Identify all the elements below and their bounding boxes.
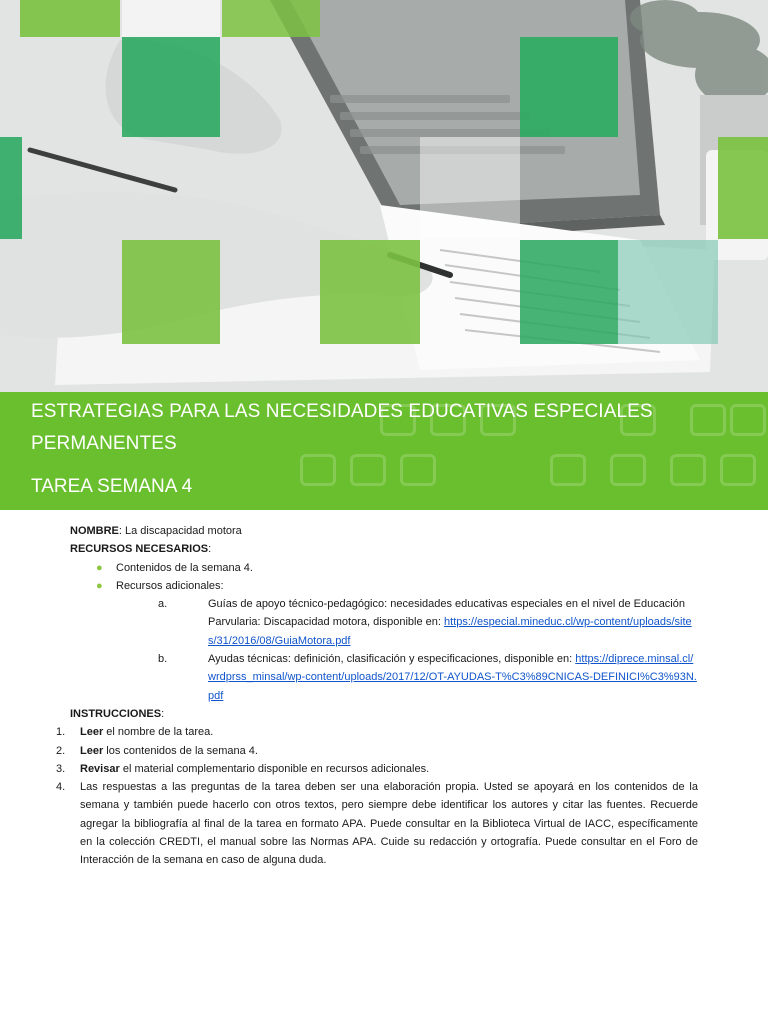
- list-item: 3. Revisar el material complementario disponible en recursos adicionales.: [56, 762, 430, 775]
- list-item: 1. Leer el nombre de la tarea.: [56, 726, 214, 739]
- document-subtitle: TAREA SEMANA 4: [31, 476, 193, 497]
- instrucciones-list: [56, 723, 698, 869]
- recursos-heading: [70, 540, 698, 558]
- recursos-label: RECURSOS NECESARIOS: [70, 543, 209, 556]
- header-photo: [0, 0, 768, 392]
- recurso-link[interactable]: https://diprece.minsal.cl/wrdprss_minsal/wp-content/uploads/2017/12/OT-AYUDAS-T%C3%89CNICAS-DEFINICI%C3%93N.pdf: [208, 653, 697, 702]
- list-item: [158, 595, 698, 650]
- recursos-colon: :: [208, 543, 212, 556]
- list-marker: b.: [158, 653, 168, 666]
- recursos-list: [70, 559, 698, 705]
- bullet-icon: ●: [96, 561, 103, 574]
- nombre-line: [70, 522, 698, 540]
- instrucciones-heading: [70, 705, 698, 723]
- photo-illustration: [0, 0, 768, 392]
- document-body: [56, 522, 698, 870]
- list-item: [158, 650, 698, 705]
- nombre-label: NOMBRE: [70, 525, 119, 537]
- recursos-adicionales-list: [116, 595, 698, 705]
- list-item: 2. Leer los contenidos de la semana 4.: [56, 744, 258, 757]
- bullet-icon: ●: [96, 579, 103, 592]
- list-marker: a.: [158, 598, 168, 611]
- instrucciones-colon: :: [161, 707, 165, 720]
- list-item: 4. Las respuestas a las preguntas de la tarea deben ser una elaboración propia. Usted se apoyará en los contenidos de la semana y también puede hacerlo con otros textos, pero siempre debe identificar los autores y citar las fuentes. Recuerde agregar la bibliografía al final de la tarea en formato APA. Puede consultar en la Biblioteca Virtual de IACC, específicamente en la colección CREDTI, el manual sobre las Normas APA. Cuide su redacción y ortografía. Puede consultar en el Foro de Interacción de la semana en caso de alguna duda.: [56, 781, 698, 867]
- instrucciones-label: INSTRUCCIONES: [70, 707, 162, 720]
- list-item: ● Contenidos de la semana 4.: [96, 559, 698, 577]
- recurso-description: Guías de apoyo técnico-pedagógico: necesidades educativas especiales en el nivel de Educación Parvularia: Discapacidad motora, disponible en:: [208, 598, 685, 629]
- list-item: ● Recursos adicionales: a. Guías de apoyo técnico-pedagógico: necesidades educativas especiales en el nivel de Educación Parvularia: Discapacidad motora, disponible en: https://especial.mineduc.cl/wp-content/uploads/sites/31/2016/08/GuiaMotora.pdf b. Ayudas técnicas: definición, clasificación y especificaciones, disponible en: https://diprece.minsal.cl/wrdprss_minsal/wp-content/uploads/2017/12/OT-AYUDAS-T%C3%89CNICAS-DEFINICI%C3%93N.pdf: [96, 577, 698, 705]
- recurso-description: Ayudas técnicas: definición, clasificación y especificaciones, disponible en:: [208, 653, 576, 666]
- document-title: ESTRATEGIAS PARA LAS NECESIDADES EDUCATIVAS ESPECIALES PERMANENTES: [31, 401, 653, 454]
- recurso-link[interactable]: https://especial.mineduc.cl/wp-content/uploads/sites/31/2016/08/GuiaMotora.pdf: [208, 616, 692, 647]
- nombre-value: : La discapacidad motora: [118, 525, 242, 537]
